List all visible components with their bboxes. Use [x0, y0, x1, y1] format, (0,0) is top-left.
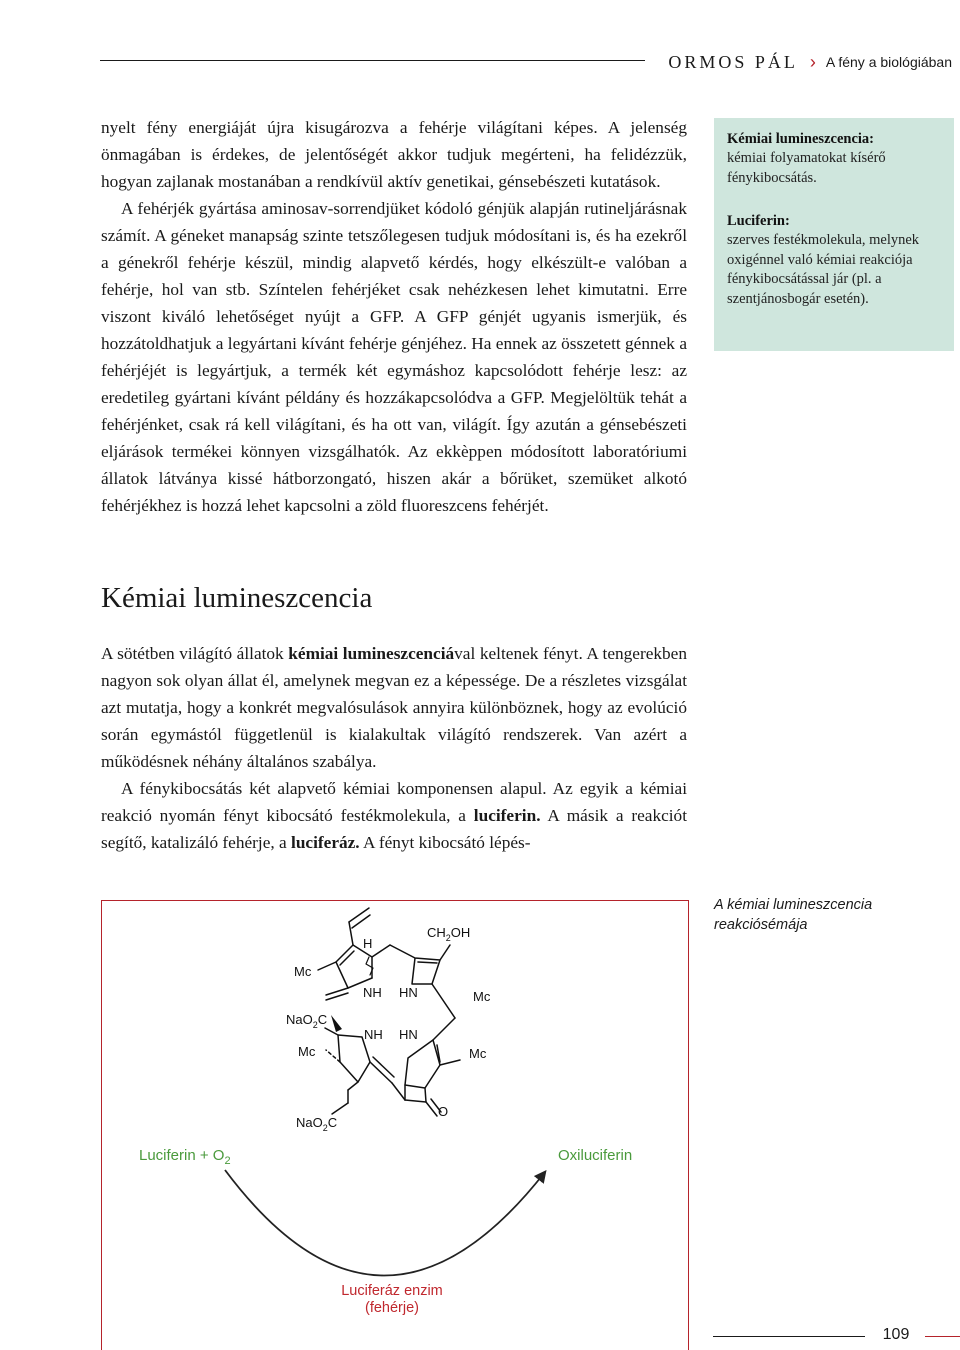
- label-mc: Mc: [294, 964, 312, 979]
- text-run: A fénykibocsátás két alapvető kémiai komponensen alapul. Az egyik a kémiai reakció nyomán fényt kibocsátó festékmolekula, a: [101, 779, 687, 825]
- label-mc: Mc: [469, 1046, 487, 1061]
- section-title: Kémiai lumineszcencia: [101, 582, 373, 614]
- atom-labels: [286, 925, 491, 1133]
- bond: [318, 962, 336, 970]
- bond: [432, 984, 455, 1018]
- header-book-title: A fény a biológiában: [825, 54, 952, 70]
- page-number: 109: [882, 1326, 910, 1343]
- bond: [418, 962, 437, 963]
- label-nao2c: NaO$_2$C: [296, 1115, 338, 1133]
- caption-line: reakciósémája: [714, 917, 808, 933]
- label-o: O: [438, 1104, 449, 1119]
- bond: [433, 1018, 455, 1040]
- glossary-term: Kémiai lumineszcencia:: [727, 131, 874, 147]
- bond: [348, 1082, 358, 1090]
- product-label: Oxiluciferin: [558, 1147, 633, 1164]
- bond: [390, 945, 440, 984]
- bond: [326, 1050, 340, 1062]
- bond: [340, 951, 354, 965]
- glossary-definition: kémiai folyamatokat kísérő fénykibocsátás.: [727, 150, 886, 186]
- bond: [338, 1035, 370, 1082]
- label-mc: Mc: [298, 1044, 316, 1059]
- reactant-label: Luciferin + $O_2$: [139, 1147, 231, 1167]
- reaction-arrow: [225, 1170, 545, 1276]
- header-separator-icon: ›: [809, 51, 816, 72]
- paragraph: A fehérjék gyártása aminosav-sorrendjüket kódoló génjük alapján rutineljárásnak számít. A géneket manapság szinte tetszőlegesen tudjuk módosítani is, és ha ezekről a génekről fehérje készül, mindig alapvető kérdés, hogy elkészült-e valóban a fehérje, hol van stb. Színtelen fehérjéket csak nehézkesen lehet kimutatni. Erre viszont kiváló lehetőséget nyújt a GFP. A GFP génjét ugyanis ismerjük, és hozzátoldhatjuk a legyártani kívánt fehérje génjéhez. Ha ennek az összetett génnek a fehérjéjét is legyártjuk, a termék két egymáshoz kapcsolódott fehérje lesz: az eredetileg gyártani kívánt példány és hozzákapcsolódva a GFP. Megjelöltük tehát a fehérjénket, csak rá kell világítani, és ha ott van, világít. Így azután a génsebészeti eljárások termékei könnyen vizsgálhatók. Az ekkèppen módosított laboratóriumi állatok látványa kissé hátborzongató, hiszen akár a bőrüket, szemüket alkotó fehérjékhez is hozzá lehet kapcsolni a zöld fluoreszcens fehérjét.: [101, 199, 687, 515]
- bond: [440, 945, 450, 960]
- bond: [405, 1100, 426, 1102]
- text-run: A fényt kibocsátó lépés-: [359, 833, 531, 852]
- glossary-definition: szerves festékmolekula, melynek oxigénnel való kémiai reakciója fénykibocsátással jár (pl. a szentjánosbogár esetén).: [727, 232, 920, 307]
- label-ch2oh: $CH_2OH$: [427, 925, 471, 943]
- bold-term: luciferáz.: [291, 833, 360, 852]
- bond: [405, 1040, 440, 1088]
- paragraph: nyelt fény energiáját újra kisugározva a fehérje világítani képes. A jelenség önmagában is érdekes, de jelentőségét akkor tudjuk megérteni, ha felidézzük, hogyan zajlanak mostanában a rendkívül aktív genetikai, génsebészeti kutatások.: [101, 118, 687, 191]
- glossary-term: Luciferin:: [727, 213, 790, 229]
- text-run: A másik a reakciót segítő, katalizáló fehérje, a: [101, 806, 687, 852]
- label-nh: NH: [364, 1027, 383, 1042]
- bold-term: luciferin.: [473, 806, 541, 825]
- wedge-bond: [331, 1015, 342, 1032]
- bond: [392, 1083, 405, 1100]
- bond: [425, 1088, 426, 1102]
- footer-rule: [713, 1336, 865, 1337]
- bond: [372, 945, 390, 957]
- bond: [349, 908, 369, 922]
- label-mc: Mc: [473, 989, 491, 1004]
- label-h: H: [363, 936, 373, 951]
- label-hn: HN: [399, 985, 418, 1000]
- text-run: A sötétben világító állatok: [101, 644, 289, 663]
- footer-rule-accent: [925, 1336, 960, 1337]
- label-nh: NH: [363, 985, 382, 1000]
- bond: [332, 1103, 348, 1114]
- bond: [440, 1060, 460, 1065]
- enzyme-label: Luciferáz enzim: [341, 1283, 443, 1299]
- bond: [352, 915, 370, 928]
- enzyme-label: (fehérje): [365, 1300, 419, 1316]
- label-hn: HN: [399, 1027, 418, 1042]
- caption-line: A kémiai lumineszcencia: [714, 897, 873, 913]
- text-run: val keltenek fényt. A tengerekben nagyon sok olyan állat él, amelynek megvan ez a képessége. De a részletes vizsgálat azt mutatja, hogy a konkrét megvalósulások annyira különböznek, hogy az evolúció során egymástól függetlenül is kialakultak világító rendszerek. Van azért a működésnek néhány általános szabálya.: [101, 644, 687, 771]
- bond: [349, 922, 353, 945]
- header-author: ORMOS PÁL: [668, 51, 798, 72]
- label-nao2c: NaO$_2$C: [286, 1012, 328, 1030]
- bold-term: kémiai lumineszcenciá: [288, 644, 455, 663]
